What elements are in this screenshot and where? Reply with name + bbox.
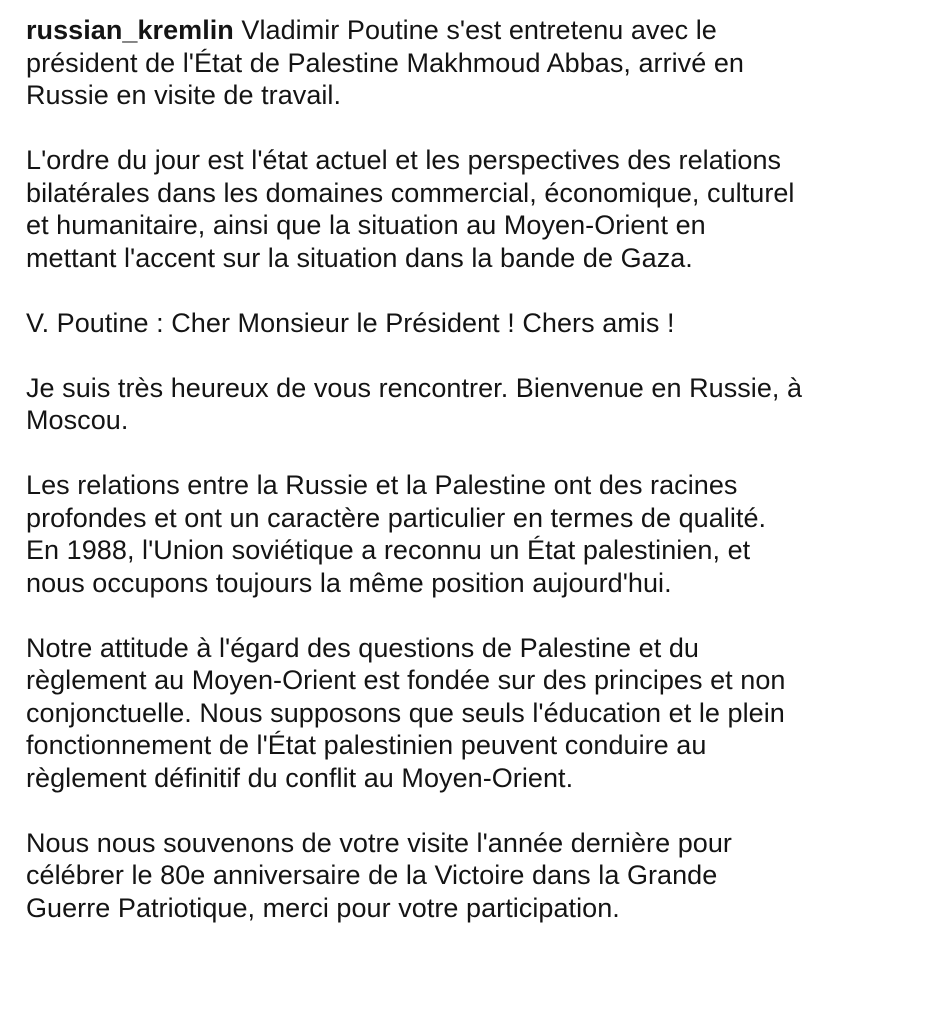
caption-paragraph-1 [26,14,906,112]
caption-paragraph-2: L'ordre du jour est l'état actuel et les perspectives des relations bilatérales dans les domaines commercial, économique, culturel et humanitaire, ainsi que la situation au Moyen-Orient en mettant l'accent sur la situation dans la bande de Gaza. [26,145,795,273]
caption-paragraph-3: V. Poutine : Cher Monsieur le Président ! Chers amis ! [26,307,675,338]
post-caption [26,14,906,924]
caption-paragraph-4: Je suis très heureux de vous rencontrer. Bienvenue en Russie, à Moscou. [26,372,803,435]
username-link[interactable]: russian_kremlin [26,15,234,45]
caption-paragraph-6: Notre attitude à l'égard des questions de Palestine et du règlement au Moyen-Orient est fondée sur des principes et non conjonctuelle. Nous supposons que seuls l'éducation et le plein fonctionnement de l'État palestinien peuvent conduire au règlement définitif du conflit au Moyen-Orient. [26,632,786,793]
caption-intro-text: Vladimir Poutine s'est entretenu avec le président de l'État de Palestine Makhmoud Abbas, arrivé en Russie en visite de travail. [26,15,744,110]
caption-paragraph-7: Nous nous souvenons de votre visite l'année dernière pour célébrer le 80e anniversaire de la Victoire dans la Grande Guerre Patriotique, merci pour votre participation. [26,827,732,923]
caption-paragraph-5: Les relations entre la Russie et la Palestine ont des racines profondes et ont un caractère particulier en termes de qualité. En 1988, l'Union soviétique a reconnu un État palestinien, et nous occupons toujours la même position aujourd'hui. [26,470,767,598]
